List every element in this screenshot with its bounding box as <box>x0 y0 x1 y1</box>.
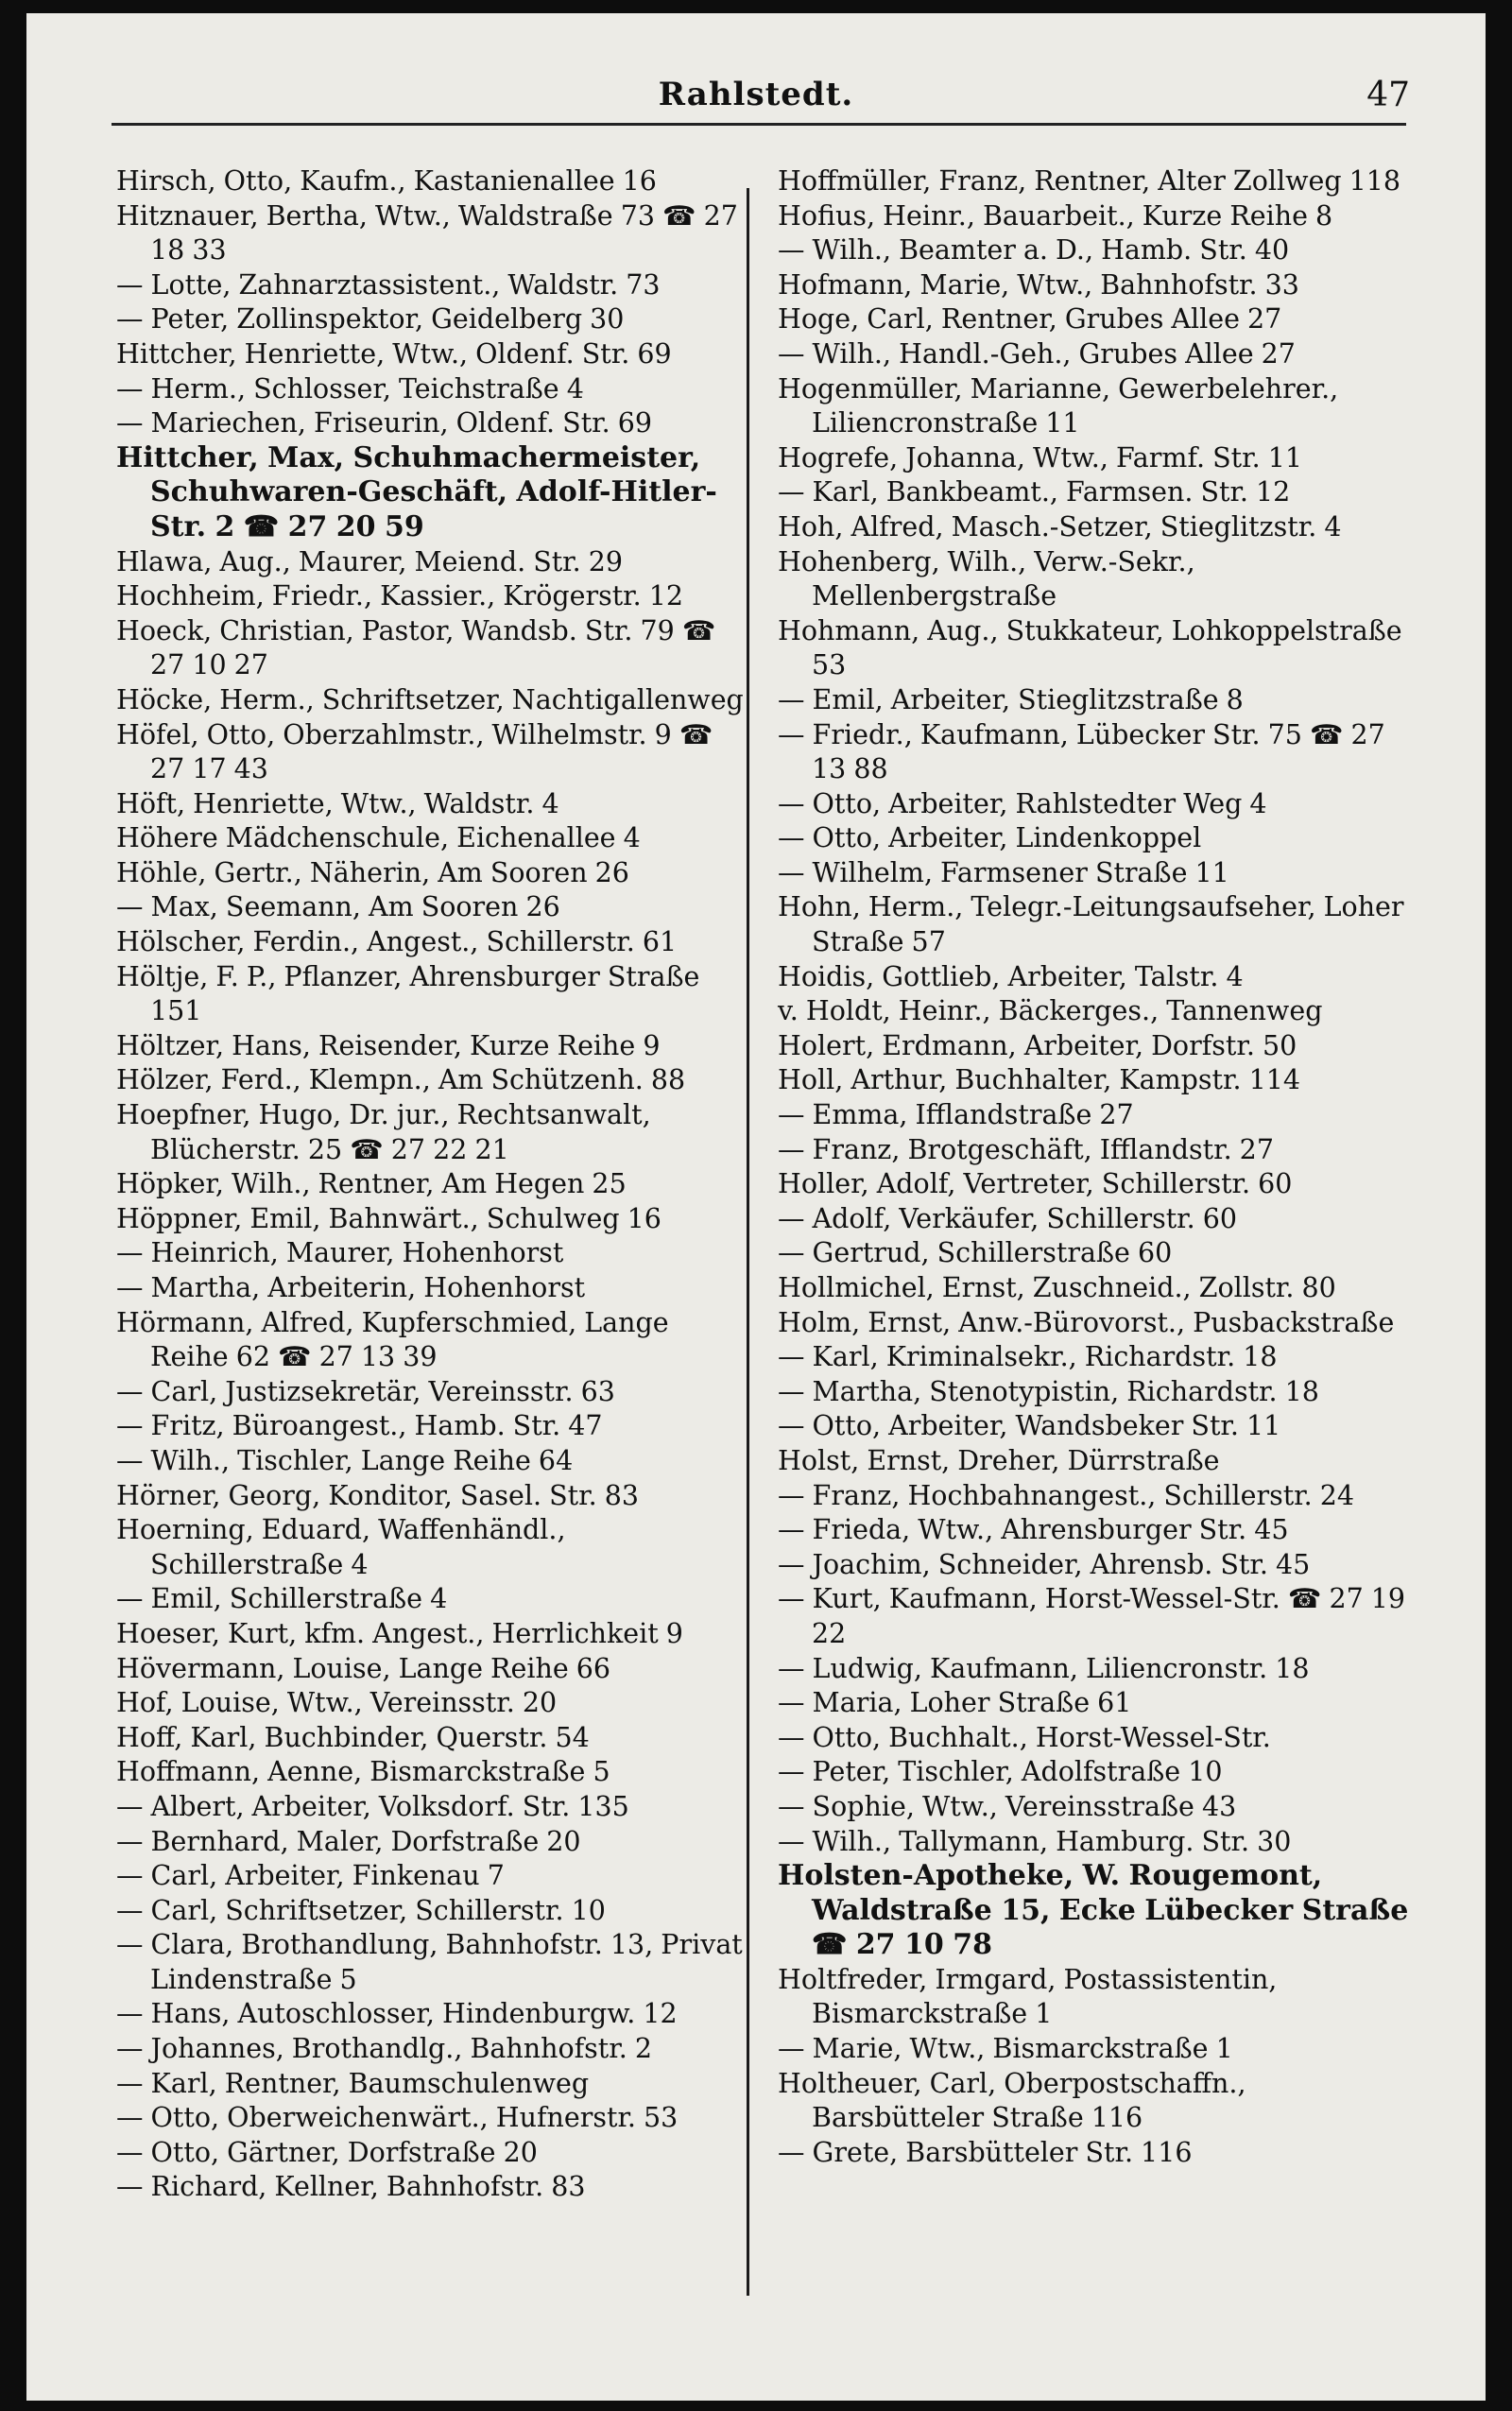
directory-entry: — Karl, Rentner, Baumschulenweg <box>116 2067 590 2099</box>
directory-entry: Holsten-Apotheke, W. Rougemont, Waldstraße 15, Ecke Lübecker Straße ☎ 27 10 78 <box>778 1859 1409 1962</box>
directory-entry: Hoffmüller, Franz, Rentner, Alter Zollweg 118 <box>778 165 1401 197</box>
directory-entry: — Emil, Arbeiter, Stieglitzstraße 8 <box>778 683 1244 715</box>
directory-entry: Höhle, Gertr., Näherin, Am Sooren 26 <box>116 856 629 888</box>
directory-entry: Hitznauer, Bertha, Wtw., Waldstraße 73 ☎ 27 18 33 <box>116 199 738 267</box>
directory-entry: — Fritz, Büroangest., Hamb. Str. 47 <box>116 1410 603 1442</box>
directory-entry: Höhere Mädchenschule, Eichenallee 4 <box>116 822 641 854</box>
directory-entry: Hölzer, Ferd., Klempn., Am Schützenh. 88 <box>116 1064 686 1096</box>
directory-entry: Hövermann, Louise, Lange Reihe 66 <box>116 1652 611 1684</box>
directory-entry: — Emil, Schillerstraße 4 <box>116 1583 448 1615</box>
directory-entry: — Martha, Arbeiterin, Hohenhorst <box>116 1272 586 1303</box>
directory-page <box>26 13 1486 2401</box>
directory-entry: Hoeck, Christian, Pastor, Wandsb. Str. 79 ☎ 27 10 27 <box>116 614 716 681</box>
directory-entry: — Lotte, Zahnarztassistent., Waldstr. 73 <box>116 268 661 301</box>
directory-entry: Hölscher, Ferdin., Angest., Schillerstr. 61 <box>116 926 678 958</box>
directory-entry: — Otto, Arbeiter, Lindenkoppel <box>778 822 1202 854</box>
directory-entry: — Max, Seemann, Am Sooren 26 <box>116 891 560 923</box>
directory-entry: — Otto, Arbeiter, Rahlstedter Weg 4 <box>778 787 1267 819</box>
directory-entry: Hoerning, Eduard, Waffenhändl., Schillerstraße 4 <box>116 1514 566 1580</box>
directory-entry: Hohmann, Aug., Stukkateur, Lohkoppelstraße 53 <box>778 614 1402 681</box>
directory-entry: Hollmichel, Ernst, Zuschneid., Zollstr. 80 <box>778 1272 1336 1303</box>
directory-entry: — Maria, Loher Straße 61 <box>778 1687 1132 1719</box>
directory-entry: — Kurt, Kaufmann, Horst-Wessel-Str. ☎ 27 19 22 <box>778 1583 1406 1649</box>
directory-entry: Hoidis, Gottlieb, Arbeiter, Talstr. 4 <box>778 960 1244 992</box>
directory-entry: Hof, Louise, Wtw., Vereinsstr. 20 <box>116 1687 558 1719</box>
directory-entry: — Johannes, Brothandlg., Bahnhofstr. 2 <box>116 2033 653 2065</box>
directory-entry: Hittcher, Max, Schuhmachermeister, Schuhwaren-Geschäft, Adolf-Hitler-Str. 2 ☎ 27 20 59 <box>116 440 717 543</box>
directory-entry: — Grete, Barsbütteler Str. 116 <box>778 2136 1193 2168</box>
page-header <box>26 57 1486 123</box>
directory-entry: Hoeser, Kurt, kfm. Angest., Herrlichkeit 9 <box>116 1617 683 1649</box>
header-rule <box>112 123 1406 126</box>
directory-entry: — Karl, Kriminalsekr., Richardstr. 18 <box>778 1341 1278 1373</box>
directory-entry: — Richard, Kellner, Bahnhofstr. 83 <box>116 2171 586 2203</box>
directory-entry: Hohn, Herm., Telegr.-Leitungsaufseher, Loher Straße 57 <box>778 891 1404 958</box>
directory-entry: — Emma, Ifflandstraße 27 <box>778 1099 1134 1131</box>
directory-entry: Hlawa, Aug., Maurer, Meiend. Str. 29 <box>116 545 624 577</box>
directory-entry: Holm, Ernst, Anw.-Bürovorst., Pusbackstraße <box>778 1306 1395 1338</box>
directory-entry: Höcke, Herm., Schriftsetzer, Nachtigallenweg <box>116 683 744 715</box>
directory-entry: Höft, Henriette, Wtw., Waldstr. 4 <box>116 787 559 819</box>
directory-entry: — Franz, Brotgeschäft, Ifflandstr. 27 <box>778 1133 1274 1165</box>
page-number: 47 <box>1366 76 1410 114</box>
directory-entry: — Karl, Bankbeamt., Farmsen. Str. 12 <box>778 476 1291 508</box>
directory-entry: Hochheim, Friedr., Kassier., Krögerstr. 12 <box>116 580 684 612</box>
directory-entry: Höfel, Otto, Oberzahlmstr., Wilhelmstr. 9 ☎ 27 17 43 <box>116 718 713 785</box>
directory-entry: Hohenberg, Wilh., Verw.-Sekr., Mellenbergstraße <box>778 545 1195 612</box>
directory-entry: Holtfreder, Irmgard, Postassistentin, Bismarckstraße 1 <box>778 1963 1278 2030</box>
directory-entry: — Wilh., Handl.-Geh., Grubes Allee 27 <box>778 337 1296 370</box>
directory-entry: — Carl, Schriftsetzer, Schillerstr. 10 <box>116 1894 606 1926</box>
directory-entry: — Marie, Wtw., Bismarckstraße 1 <box>778 2033 1233 2065</box>
directory-entry: — Clara, Brothandlung, Bahnhofstr. 13, Privat Lindenstraße 5 <box>116 1929 743 1995</box>
directory-entry: Hoh, Alfred, Masch.-Setzer, Stieglitzstr. 4 <box>778 510 1342 542</box>
directory-entry: — Carl, Arbeiter, Finkenau 7 <box>116 1860 505 1892</box>
directory-entry: Holst, Ernst, Dreher, Dürrstraße <box>778 1444 1220 1476</box>
directory-entry: — Wilhelm, Farmsener Straße 11 <box>778 856 1229 888</box>
directory-entry: Holl, Arthur, Buchhalter, Kampstr. 114 <box>778 1064 1300 1096</box>
directory-entry: — Wilh., Tallymann, Hamburg. Str. 30 <box>778 1825 1292 1857</box>
directory-entry: — Sophie, Wtw., Vereinsstraße 43 <box>778 1790 1237 1822</box>
directory-entry: Hogrefe, Johanna, Wtw., Farmf. Str. 11 <box>778 441 1302 474</box>
directory-entry: Höltzer, Hans, Reisender, Kurze Reihe 9 <box>116 1029 661 1061</box>
directory-entry: — Hans, Autoschlosser, Hindenburgw. 12 <box>116 1998 678 2030</box>
directory-entry: — Otto, Gärtner, Dorfstraße 20 <box>116 2136 538 2168</box>
page-title: Rahlstedt. <box>658 76 854 113</box>
directory-entry: Höpker, Wilh., Rentner, Am Hegen 25 <box>116 1168 627 1200</box>
directory-entry: — Otto, Buchhalt., Horst-Wessel-Str. <box>778 1721 1271 1753</box>
directory-entry: — Ludwig, Kaufmann, Liliencronstr. 18 <box>778 1652 1310 1684</box>
directory-entry: — Heinrich, Maurer, Hohenhorst <box>116 1237 564 1269</box>
directory-entry: — Carl, Justizsekretär, Vereinsstr. 63 <box>116 1375 615 1407</box>
directory-entry: Holler, Adolf, Vertreter, Schillerstr. 60 <box>778 1168 1293 1200</box>
directory-entry: — Joachim, Schneider, Ahrensb. Str. 45 <box>778 1548 1311 1580</box>
directory-entry: Hörner, Georg, Konditor, Sasel. Str. 83 <box>116 1479 639 1511</box>
directory-entry: v. Holdt, Heinr., Bäckerges., Tannenweg <box>778 995 1323 1027</box>
directory-entry: Hofius, Heinr., Bauarbeit., Kurze Reihe 8 <box>778 199 1333 232</box>
directory-entry: — Otto, Arbeiter, Wandsbeker Str. 11 <box>778 1410 1281 1442</box>
directory-entry: — Herm., Schlosser, Teichstraße 4 <box>116 372 584 405</box>
directory-entry: Hoff, Karl, Buchbinder, Querstr. 54 <box>116 1721 590 1753</box>
directory-entry: — Franz, Hochbahnangest., Schillerstr. 24 <box>778 1479 1355 1511</box>
directory-entry: — Frieda, Wtw., Ahrensburger Str. 45 <box>778 1514 1289 1546</box>
directory-entry: — Adolf, Verkäufer, Schillerstr. 60 <box>778 1202 1238 1234</box>
directory-entry: — Peter, Tischler, Adolfstraße 10 <box>778 1756 1223 1788</box>
directory-entry: Holtheuer, Carl, Oberpostschaffn., Barsbütteler Straße 116 <box>778 2067 1246 2134</box>
directory-entry: — Mariechen, Friseurin, Oldenf. Str. 69 <box>116 407 653 439</box>
directory-entry: — Martha, Stenotypistin, Richardstr. 18 <box>778 1375 1319 1407</box>
directory-entry: — Peter, Zollinspektor, Geidelberg 30 <box>116 303 625 336</box>
directory-entry: Höltje, F. P., Pflanzer, Ahrensburger Straße 151 <box>116 960 700 1027</box>
directory-entry: Hirsch, Otto, Kaufm., Kastanienallee 16 <box>116 165 657 197</box>
directory-entry: — Wilh., Beamter a. D., Hamb. Str. 40 <box>778 234 1290 267</box>
directory-entry: — Otto, Oberweichenwärt., Hufnerstr. 53 <box>116 2102 679 2134</box>
directory-entry: — Wilh., Tischler, Lange Reihe 64 <box>116 1444 574 1476</box>
directory-entry: Hittcher, Henriette, Wtw., Oldenf. Str. 69 <box>116 337 672 370</box>
directory-entry: — Albert, Arbeiter, Volksdorf. Str. 135 <box>116 1790 629 1822</box>
directory-entry: — Bernhard, Maler, Dorfstraße 20 <box>116 1825 581 1857</box>
directory-entry: Hörmann, Alfred, Kupferschmied, Lange Reihe 62 ☎ 27 13 39 <box>116 1306 669 1373</box>
directory-entry: Hofmann, Marie, Wtw., Bahnhofstr. 33 <box>778 268 1299 301</box>
directory-entry: Hogenmüller, Marianne, Gewerbelehrer., Liliencronstraße 11 <box>778 372 1339 439</box>
directory-entry: — Gertrud, Schillerstraße 60 <box>778 1237 1173 1269</box>
directory-entry: Hoffmann, Aenne, Bismarckstraße 5 <box>116 1756 610 1788</box>
directory-entry: Höppner, Emil, Bahnwärt., Schulweg 16 <box>116 1202 662 1234</box>
directory-entry: Hoge, Carl, Rentner, Grubes Allee 27 <box>778 303 1282 336</box>
directory-entry: Hoepfner, Hugo, Dr. jur., Rechtsanwalt, Blücherstr. 25 ☎ 27 22 21 <box>116 1099 651 1165</box>
directory-entry: Holert, Erdmann, Arbeiter, Dorfstr. 50 <box>778 1029 1297 1061</box>
directory-entry: — Friedr., Kaufmann, Lübecker Str. 75 ☎ 27 13 88 <box>778 718 1385 785</box>
right-column <box>778 164 1413 2170</box>
left-column <box>116 164 751 2205</box>
